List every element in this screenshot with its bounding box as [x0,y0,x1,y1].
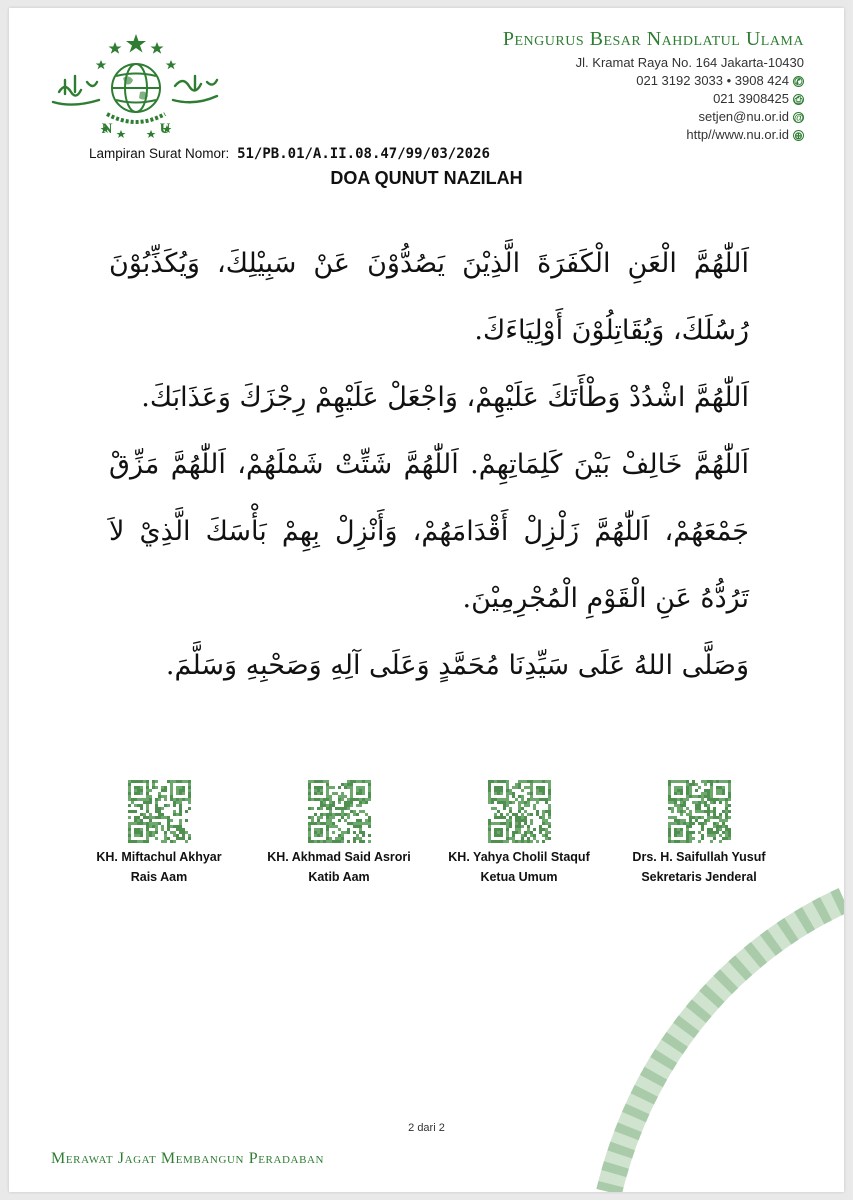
document-page [9,8,844,1192]
prayer-paragraph: اَللّٰهُمَّ اشْدُدْ وَطْأَتَكَ عَلَيْهِمْ، وَاجْعَلْ عَلَيْهِمْ رِجْزَكَ وَعَذَابَكَ. [141,382,749,413]
signer-name: KH. Akhmad Said Asrori [267,850,411,864]
attachment-number: 51/PB.01/A.II.08.47/99/03/2026 [237,146,490,162]
signer-name: Drs. H. Saifullah Yusuf [632,850,766,864]
prayer-paragraph: وَصَلَّى اللهُ عَلَى سَيِّدِنَا مُحَمَّدٍ وَعَلَى آلِهِ وَصَحْبِهِ وَسَلَّمَ. [165,650,749,681]
signer-role: Ketua Umum [480,870,558,884]
contact-block [576,54,804,144]
logo-letter-n: N [101,121,113,137]
attachment-label: Lampiran Surat Nomor: [89,146,230,161]
website-text: http//www.nu.or.id [686,127,789,142]
fax-text: 021 3908425 [713,91,789,106]
prayer-paragraph: اَللّٰهُمَّ الْعَنِ الْكَفَرَةَ الَّذِيْنَ يَصُدُّوْنَ عَنْ سَبِيْلِكَ، وَيُكَذِّبُوْنَ رُسُلَكَ، وَيُقَاتِلُوْنَ أَوْلِيَاءَكَ. [109,248,749,346]
signer-role: Katib Aam [308,870,370,884]
logo-letter-u: U [159,121,171,137]
email-icon: @ [794,112,804,124]
attachment-reference [89,146,490,162]
qr-code-icon [128,780,191,843]
qr-code-icon [668,780,731,843]
signatures [69,780,789,884]
phone-text: 021 3192 3033 • 3908 424 [636,73,789,88]
phone-icon: ✆ [794,76,803,88]
prayer-paragraph: اَللّٰهُمَّ خَالِفْ بَيْنَ كَلِمَاتِهِمْ. اَللّٰهُمَّ شَتِّتْ شَمْلَهُمْ، اَللّٰهُمَّ مَزِّقْ جَمْعَهُمْ، اَللّٰهُمَّ زَلْزِلْ أَقْدَامَهُمْ، وَأَنْزِلْ بِهِمْ بَأْسَكَ الَّذِيْ لاَ تَرُدُّهُ عَنِ الْقَوْمِ الْمُجْرِمِيْنَ. [109,449,749,614]
prayer-text [109,230,749,699]
signer [69,780,249,884]
email-line [576,108,804,126]
qr-code-icon [488,780,551,843]
signer-name: KH. Yahya Cholil Staquf [448,850,590,864]
nu-logo-icon [45,30,225,140]
address-line [576,54,804,72]
organization-name: Pengurus Besar Nahdlatul Ulama [502,28,804,50]
phone-line [576,72,804,90]
signer-role: Rais Aam [130,870,188,884]
document-title: DOA QUNUT NAZILAH [330,168,523,188]
email-text: setjen@nu.or.id [698,109,789,124]
page-number: 2 dari 2 [408,1122,445,1134]
signer [609,780,789,884]
signer [249,780,429,884]
signer-role: Sekretaris Jenderal [641,870,757,884]
fax-icon: ⎙ [794,94,803,106]
signer [429,780,609,884]
website-line [576,126,804,144]
signer-name: KH. Miftachul Akhyar [96,850,222,864]
address-text: Jl. Kramat Raya No. 164 Jakarta-10430 [575,55,804,70]
qr-code-icon [308,780,371,843]
rope-decoration-icon [529,878,844,1192]
fax-line [576,90,804,108]
footer-motto: Merawat Jagat Membangun Peradaban [51,1150,325,1167]
globe-icon: ⊕ [794,130,803,142]
